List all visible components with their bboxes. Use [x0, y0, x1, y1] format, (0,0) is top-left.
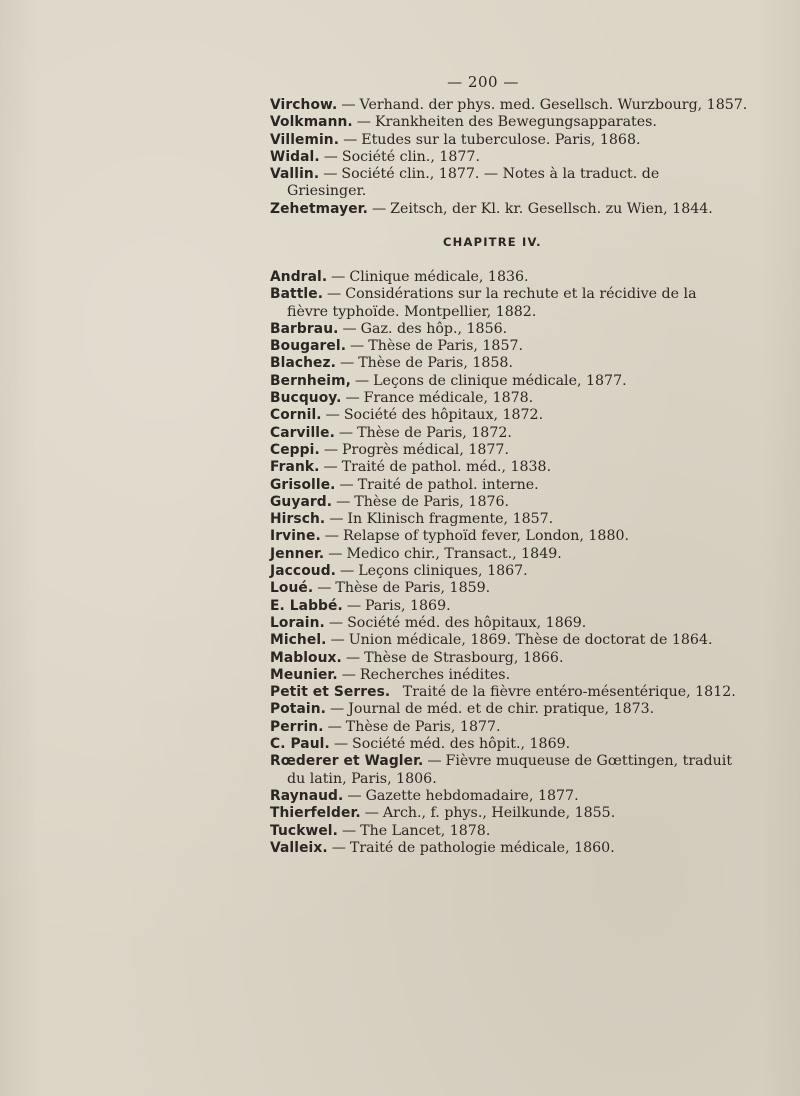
bibliography-entry [270, 166, 740, 201]
entry-reference: Progrès médical, 1877. [342, 441, 509, 458]
entry-author: Bernheim, [270, 372, 351, 389]
entry-separator: — [346, 597, 362, 614]
bibliography-entry [270, 459, 740, 476]
entry-separator: — [340, 355, 355, 372]
entry-author: Villemin. [270, 131, 340, 148]
entry-reference: Krankheiten des Bewegungsapparates. [374, 114, 657, 131]
entry-reference: Traité de pathol. interne. [357, 476, 539, 493]
entry-separator: — [364, 805, 379, 822]
entry-separator: — [323, 166, 338, 183]
entry-reference: Traité de la fièvre entéro-mésentérique, 1812. [402, 684, 736, 701]
entry-reference: Arch., f. phys., Heilkunde, 1855. [382, 805, 616, 822]
entry-separator: — [331, 839, 346, 856]
entry-separator: — [350, 338, 365, 355]
entry-reference: Thèse de Paris, 1859. [335, 580, 491, 597]
entry-reference: In Klinisch fragmente, 1857. [347, 511, 554, 528]
entry-separator: — [341, 97, 356, 113]
entry-reference: Fièvre muqueuse de Gœttingen, traduit du latin, Paris, 1806. [287, 753, 733, 787]
chapter-heading: CHAPITRE IV. [443, 235, 542, 249]
entry-separator: — [327, 718, 342, 735]
entry-separator: — [345, 390, 360, 407]
entry-separator: — [343, 131, 358, 148]
entry-separator: — [371, 200, 387, 217]
entry-author: Blachez. [270, 355, 336, 372]
entry-reference: Zeitsch, der Kl. kr. Gesellsch. zu Wien, 1844. [390, 200, 713, 217]
entry-reference: Société méd. des hôpit., 1869. [352, 736, 571, 753]
entry-author: Valleix. [270, 839, 328, 856]
entry-reference: The Lancet, 1878. [360, 822, 491, 839]
entry-reference: Leçons de clinique médicale, 1877. [373, 372, 627, 389]
entry-author: Perrin. [270, 718, 324, 735]
entry-author: Rœderer et Wagler. [270, 753, 424, 770]
entry-reference: Clinique médicale, 1836. [349, 269, 529, 285]
entry-separator: — [341, 666, 356, 683]
entry-separator: — [345, 649, 361, 666]
entry-separator: — [323, 148, 338, 165]
entry-author: Petit et Serres. [270, 684, 391, 701]
bibliography-entry [270, 338, 740, 355]
entry-separator: — [356, 114, 371, 131]
entry-reference: Thèse de Paris, 1876. [354, 493, 510, 510]
entry-separator: — [354, 372, 370, 389]
entry-reference: Recherches inédites. [359, 666, 511, 683]
entry-separator: — [338, 424, 354, 441]
entry-author: Jaccoud. [270, 563, 337, 580]
entry-reference: Relapse of typhoïd fever, London, 1880. [342, 528, 630, 545]
entry-separator: — [327, 286, 342, 303]
entry-reference: Thèse de Strasbourg, 1866. [364, 649, 564, 666]
bibliography-entry [270, 201, 740, 218]
entry-author: Bougarel. [270, 338, 347, 355]
bibliography-entry [270, 667, 740, 684]
entry-reference: Société clin., 1877. [341, 148, 480, 165]
entry-author: Virchow. [270, 97, 338, 113]
entry-reference: Thèse de Paris, 1877. [345, 718, 501, 735]
entry-reference: Gaz. des hôp., 1856. [360, 320, 508, 337]
bibliography-entry [270, 563, 740, 580]
bibliography-entry [270, 598, 740, 615]
entry-author: Thierfelder. [270, 805, 361, 822]
entry-separator: — [328, 545, 343, 562]
bibliography-entry [270, 788, 740, 805]
entry-separator: — [329, 511, 344, 528]
bibliography-entry [270, 615, 740, 632]
entry-separator: — [325, 407, 340, 424]
entry-author: Vallin. [270, 166, 320, 183]
entry-reference: France médicale, 1878. [363, 390, 534, 407]
bibliography-entry [270, 390, 740, 407]
entry-author: Widal. [270, 148, 320, 165]
entry-author: Zehetmayer. [270, 200, 368, 217]
entry-author: Barbrau. [270, 320, 339, 337]
bibliography-entry [270, 132, 740, 149]
bibliography-entry [270, 753, 740, 788]
bibliography-entry [270, 269, 740, 286]
entry-author: C. Paul. [270, 736, 330, 753]
bibliography-entry [270, 407, 740, 424]
entry-reference: Verhand. der phys. med. Gesellsch. Wurzbourg, 1857. [359, 97, 748, 113]
entry-reference: Société clin., 1877. — Notes à la traduct. de Griesinger. [287, 166, 660, 200]
entry-author: E. Labbé. [270, 597, 343, 614]
entry-author: Jenner. [270, 545, 325, 562]
bibliography-entry [270, 546, 740, 563]
entry-reference: Union médicale, 1869. Thèse de doctorat de 1864. [348, 632, 713, 649]
entry-reference: Thèse de Paris, 1857. [368, 338, 524, 355]
bibliography-entry [270, 736, 740, 753]
entry-reference: Considérations sur la rechute et la récidive de la fièvre typhoïde. Montpellier, 1882. [287, 286, 697, 320]
bibliography-entry [270, 149, 740, 166]
entry-author: Grisolle. [270, 476, 336, 493]
entry-separator [394, 684, 399, 700]
entry-author: Battle. [270, 286, 324, 303]
bibliography-entry [270, 528, 740, 545]
bibliography-entry [270, 684, 740, 701]
entry-author: Frank. [270, 459, 320, 476]
entry-separator: — [339, 476, 354, 493]
entry-author: Cornil. [270, 407, 322, 424]
entry-separator: — [340, 563, 355, 580]
bibliography-entry [270, 494, 740, 511]
bibliography-entry [270, 580, 740, 597]
entry-author: Meunier. [270, 666, 338, 683]
entry-reference: Thèse de Paris, 1858. [358, 355, 513, 372]
entry-separator: — [323, 459, 338, 476]
entry-author: Mabloux. [270, 649, 342, 666]
entry-separator: — [330, 632, 345, 649]
entry-reference: Thèse de Paris, 1872. [357, 424, 512, 441]
bibliography-entry [270, 701, 740, 718]
entry-reference: Société des hôpitaux, 1872. [343, 407, 544, 424]
entry-author: Guyard. [270, 493, 333, 510]
entry-separator: — [331, 269, 346, 285]
bibliography-entry [270, 840, 740, 857]
entry-reference: Medico chir., Transact., 1849. [346, 545, 562, 562]
entry-author: Ceppi. [270, 441, 320, 458]
bibliography-entry [270, 632, 740, 649]
entry-separator: — [324, 528, 339, 545]
entry-author: Bucquoy. [270, 390, 342, 407]
bibliography-entry [270, 477, 740, 494]
entry-separator: — [323, 441, 338, 458]
entry-author: Volkmann. [270, 114, 353, 131]
entry-author: Irvine. [270, 528, 321, 545]
entry-separator: — [342, 320, 357, 337]
entry-reference: Gazette hebdomadaire, 1877. [365, 787, 579, 804]
bibliography-entry [270, 425, 740, 442]
page-number: — 200 — [447, 73, 519, 91]
entry-reference: Traité de pathologie médicale, 1860. [349, 839, 615, 856]
bibliography-entry [270, 114, 740, 131]
bibliography-entry [270, 805, 740, 822]
entry-author: Michel. [270, 632, 327, 649]
entry-separator: — [347, 787, 362, 804]
entry-separator: — [317, 580, 332, 597]
entry-author: Loué. [270, 580, 314, 597]
entry-author: Raynaud. [270, 787, 344, 804]
bibliography-entry [270, 650, 740, 667]
entry-separator: — [330, 701, 345, 718]
bibliography-entry [270, 719, 740, 736]
bibliography-entry [270, 511, 740, 528]
entry-reference: Leçons cliniques, 1867. [358, 563, 528, 580]
entry-author: Andral. [270, 269, 328, 285]
entry-separator: — [328, 614, 344, 631]
entry-separator: — [427, 753, 442, 770]
bibliography-entry [270, 97, 748, 114]
bibliography-entry [270, 373, 740, 390]
bibliography-list-chapter-iv [270, 269, 740, 857]
entry-author: Potain. [270, 701, 326, 718]
bibliography-list-top [270, 97, 748, 218]
bibliography-entry [270, 321, 740, 338]
entry-separator: — [341, 822, 357, 839]
bibliography-entry [270, 442, 740, 459]
entry-separator: — [336, 493, 351, 510]
entry-author: Carville. [270, 424, 335, 441]
entry-author: Hirsch. [270, 511, 326, 528]
entry-reference: Paris, 1869. [365, 597, 451, 614]
entry-author: Tuckwel. [270, 822, 338, 839]
entry-separator: — [333, 736, 349, 753]
bibliography-entry [270, 823, 740, 840]
entry-reference: Etudes sur la tuberculose. Paris, 1868. [361, 131, 641, 148]
entry-author: Lorain. [270, 614, 325, 631]
bibliography-entry [270, 286, 740, 321]
entry-reference: Traité de pathol. méd., 1838. [341, 459, 552, 476]
entry-reference: Société méd. des hôpitaux, 1869. [347, 614, 587, 631]
bibliography-entry [270, 355, 740, 372]
entry-reference: Journal de méd. et de chir. pratique, 1873. [348, 701, 655, 718]
